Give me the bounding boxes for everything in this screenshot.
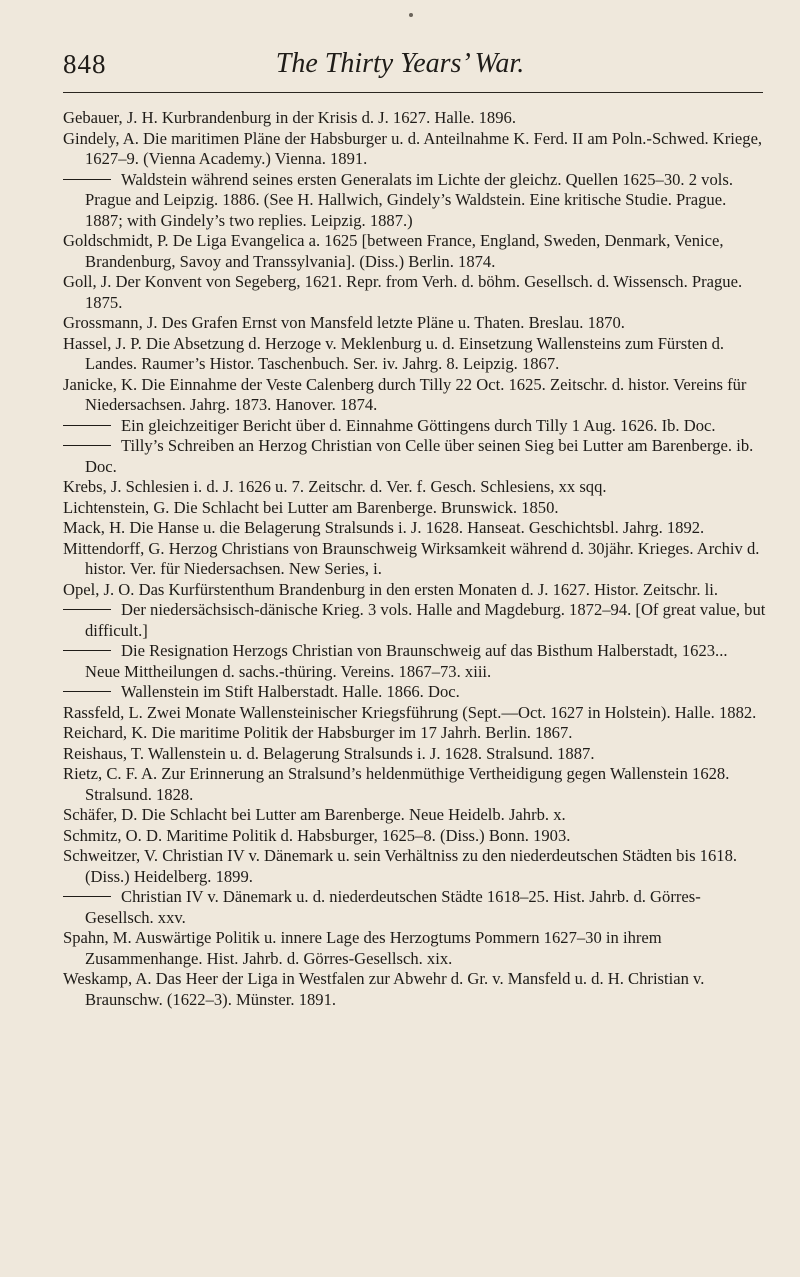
bibliography-entry	[63, 682, 766, 703]
bibliography-entry	[63, 723, 766, 744]
entry-text: Schäfer, D. Die Schlacht bei Lutter am Barenberge. Neue Heidelb. Jahrb. x.	[63, 805, 566, 824]
bibliography-entry	[63, 846, 766, 887]
bibliography-entry	[63, 580, 766, 601]
entry-text: Christian IV v. Dänemark u. d. niederdeutschen Städte 1618–25. Hist. Jahrb. d. Görres-Gesellsch. xxv.	[85, 887, 701, 927]
bibliography-entry	[63, 436, 766, 477]
bibliography-entry	[63, 764, 766, 805]
print-speck	[409, 13, 413, 17]
bibliography-entry	[63, 170, 766, 232]
entry-text: Goldschmidt, P. De Liga Evangelica a. 1625 [between France, England, Sweden, Denmark, Venice, Brandenburg, Savoy and Transsylvania]. (Diss.) Berlin. 1874.	[63, 231, 724, 271]
entry-text: Mittendorff, G. Herzog Christians von Braunschweig Wirksamkeit während d. 30jähr. Krieges. Archiv d. histor. Ver. für Niedersachsen. New Series, i.	[63, 538, 760, 578]
entry-text: Mack, H. Die Hanse u. die Belagerung Stralsunds i. J. 1628. Hanseat. Geschichtsbl. Jahrg. 1892.	[63, 518, 705, 537]
bibliography-entry	[63, 805, 766, 826]
bibliography-entry	[63, 518, 766, 539]
entry-text: Der niedersächsisch-dänische Krieg. 3 vols. Halle and Magdeburg. 1872–94. [Of great value, but difficult.]	[85, 600, 766, 640]
entry-text: Lichtenstein, G. Die Schlacht bei Lutter am Barenberge. Brunswick. 1850.	[63, 497, 559, 517]
bibliography-entry	[63, 969, 766, 1010]
entry-text: Hassel, J. P. Die Absetzung d. Herzoge v. Meklenburg u. d. Einsetzung Wallensteins zum Fürsten d. Landes. Raumer’s Histor. Taschenbuch. Ser. iv. Jahrg. 8. Leipzig. 1867.	[63, 333, 725, 373]
ditto-dash	[63, 425, 111, 426]
ditto-dash	[63, 650, 111, 651]
entry-text: Gindely, A. Die maritimen Pläne der Habsburger u. d. Anteilnahme K. Ferd. II am Poln.-Schwed. Kriege, 1627–9. (Vienna Academy.) Vienna. 1891.	[63, 128, 763, 168]
bibliography-entry	[63, 129, 766, 170]
entry-text: Schweitzer, V. Christian IV v. Dänemark u. sein Verhältniss zu den niederdeutschen Städten bis 1618. (Diss.) Heidelberg. 1899.	[63, 846, 738, 886]
ditto-dash	[63, 179, 111, 180]
entry-text: Opel, J. O. Das Kurfürstenthum Brandenburg in den ersten Monaten d. J. 1627. Histor. Zeitschr. li.	[63, 579, 719, 599]
entry-text: Reichard, K. Die maritime Politik der Habsburger im 17 Jahrh. Berlin. 1867.	[63, 723, 573, 742]
entry-text: Spahn, M. Auswärtige Politik u. innere Lage des Herzogtums Pommern 1627–30 in ihrem Zusammenhange. Hist. Jahrb. d. Görres-Gesellsch. xix.	[63, 928, 662, 968]
bibliography-entry	[63, 600, 766, 641]
bibliography-entry	[63, 744, 766, 765]
bibliography-entry	[63, 231, 766, 272]
bibliography-entry	[63, 703, 766, 724]
entry-text: Ein gleichzeitiger Bericht über d. Einnahme Göttingens durch Tilly 1 Aug. 1626. Ib. Doc.	[121, 415, 716, 435]
bibliography-entry	[63, 477, 766, 498]
entry-text: Weskamp, A. Das Heer der Liga in Westfalen zur Abwehr d. Gr. v. Mansfeld u. d. H. Christian v. Braunschw. (1622–3). Münster. 1891.	[63, 969, 705, 1009]
bibliography-entry	[63, 416, 766, 437]
ditto-dash	[63, 609, 111, 610]
bibliography-entry	[63, 375, 766, 416]
ditto-dash	[63, 896, 111, 897]
bibliography-entry	[63, 108, 766, 129]
entry-text: Tilly’s Schreiben an Herzog Christian von Celle über seinen Sieg bei Lutter am Barenberge. ib. Doc.	[85, 436, 754, 476]
bibliography-entry	[63, 272, 766, 313]
bibliography-list	[63, 108, 766, 1010]
entry-text: Rietz, C. F. A. Zur Erinnerung an Stralsund’s heldenmüthige Vertheidigung gegen Wallenstein 1628. Stralsund. 1828.	[63, 764, 730, 804]
bibliography-entry	[63, 641, 766, 682]
page-number: 848	[63, 49, 107, 79]
ditto-dash	[63, 691, 111, 692]
bibliography-entry	[63, 887, 766, 928]
bibliography-entry	[63, 334, 766, 375]
running-title: The Thirty Years’ War.	[275, 48, 525, 79]
entry-text: Wallenstein im Stift Halberstadt. Halle. 1866. Doc.	[121, 682, 460, 701]
bibliography-entry	[63, 826, 766, 847]
entry-text: Gebauer, J. H. Kurbrandenburg in der Krisis d. J. 1627. Halle. 1896.	[63, 108, 516, 127]
bibliography-entry	[63, 539, 766, 580]
entry-text: Waldstein während seines ersten Generalats im Lichte der gleichz. Quellen 1625–30. 2 vols. Prague and Leipzig. 1886. (See H. Hallwich, Gindely’s Waldstein. Eine kritische Studie. Prague. 1887; with Gindely’s two replies. Leipzig. 1887.)	[85, 169, 733, 230]
entry-text: Krebs, J. Schlesien i. d. J. 1626 u. 7. Zeitschr. d. Ver. f. Gesch. Schlesiens, xx sqq.	[63, 477, 607, 496]
entry-text: Reishaus, T. Wallenstein u. d. Belagerung Stralsunds i. J. 1628. Stralsund. 1887.	[63, 743, 595, 763]
page-header	[0, 47, 800, 83]
bibliography-entry	[63, 498, 766, 519]
entry-text: Rassfeld, L. Zwei Monate Wallensteinischer Kriegsführung (Sept.—Oct. 1627 in Holstein). Halle. 1882.	[63, 702, 757, 722]
entry-text: Goll, J. Der Konvent von Segeberg, 1621. Repr. from Verh. d. böhm. Gesellsch. d. Wissensch. Prague. 1875.	[63, 272, 743, 312]
entry-text: Die Resignation Herzogs Christian von Braunschweig auf das Bisthum Halberstadt, 1623... Neue Mittheilungen d. sachs.-thüring. Vereins. 1867–73. xiii.	[85, 641, 728, 681]
ditto-dash	[63, 445, 111, 446]
entry-text: Grossmann, J. Des Grafen Ernst von Mansfeld letzte Pläne u. Thaten. Breslau. 1870.	[63, 313, 625, 332]
entry-text: Janicke, K. Die Einnahme der Veste Calenberg durch Tilly 22 Oct. 1625. Zeitschr. d. histor. Vereins für Niedersachsen. Jahrg. 1873. Hanover. 1874.	[63, 374, 747, 414]
bibliography-entry	[63, 928, 766, 969]
header-rule	[63, 92, 763, 93]
entry-text: Schmitz, O. D. Maritime Politik d. Habsburger, 1625–8. (Diss.) Bonn. 1903.	[63, 825, 571, 845]
bibliography-entry	[63, 313, 766, 334]
